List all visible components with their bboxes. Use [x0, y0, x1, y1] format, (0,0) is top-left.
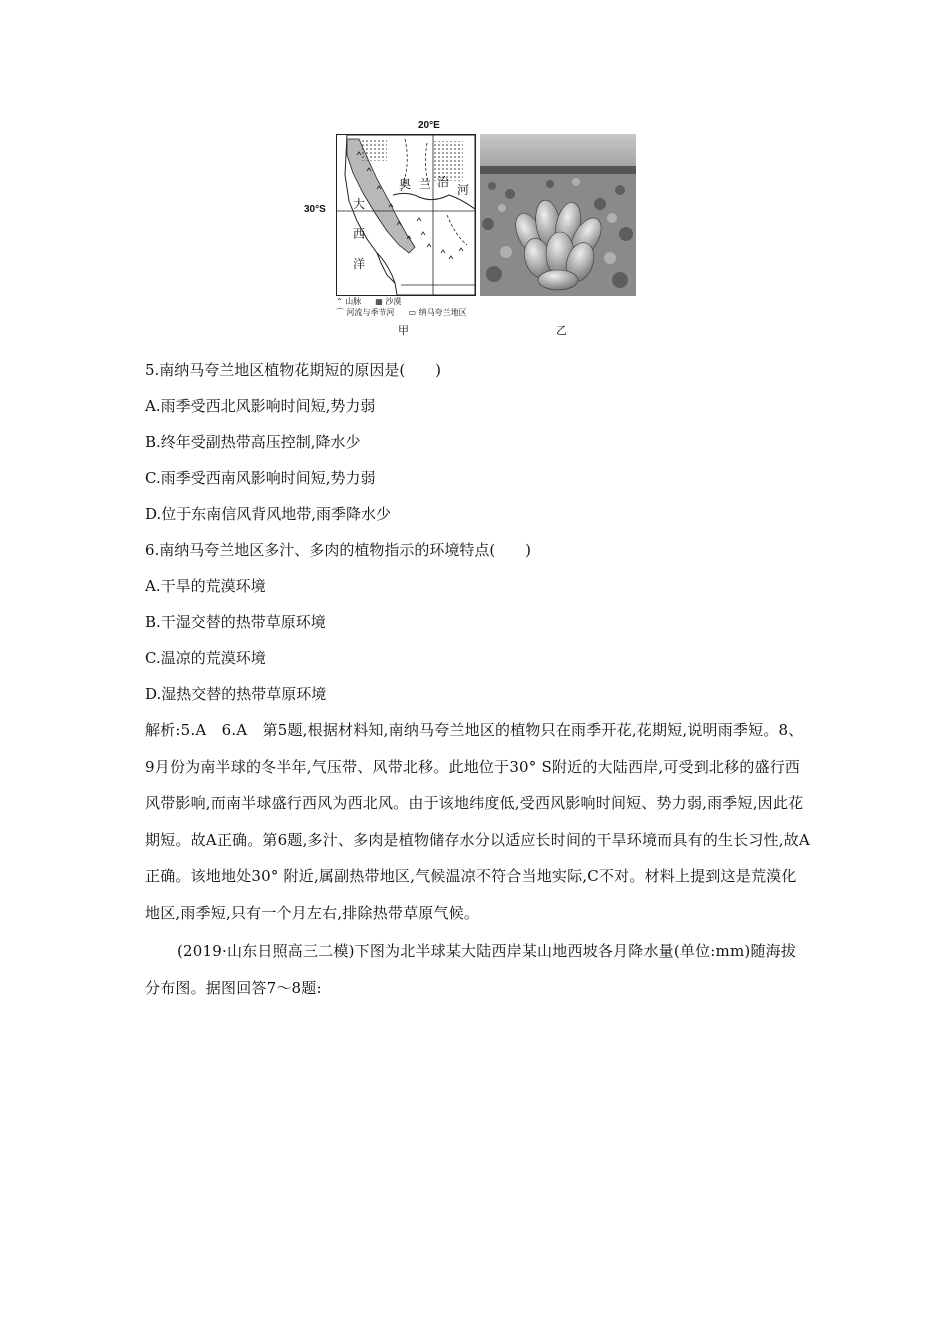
- photo-caption: 乙: [556, 324, 567, 337]
- question-6-option-d: D.湿热交替的热带草原环境: [145, 685, 327, 703]
- ocean-char-2: 西: [353, 227, 366, 241]
- analysis-paragraph: 解析:5.A 6.A 第5题,根据材料知,南纳马夸兰地区的植物只在雨季开花,花期短,说明雨季短。8、9月份为南半球的冬半年,气压带、风带北移。此地位于30° S附近的大陆西岸,可受到北移的盛行西风带影响,而南半球盛行西风为西北风。由于该地纬度低,受西风影响时间短、势力弱,雨季短,因此花期短。故A正确。第6题,多汁、多肉是植物储存水分以适应长时间的干旱环境而具有的生长习性,故A正确。该地地处30° 附近,属副热带地区,气候温凉不符合当地实际,C不对。材料上提到这是荒漠化地区,雨季短,只有一个月左右,排除热带草原气候。: [145, 721, 810, 922]
- legend-river: ⌒ 河流与季节河: [336, 308, 395, 317]
- river-char-2: 兰: [419, 177, 432, 191]
- question-5-stem: 5.南纳马夸兰地区植物花期短的原因是( ): [145, 361, 442, 379]
- map-legend: [336, 296, 486, 318]
- river-char-3: 治: [437, 175, 450, 189]
- intro-paragraph: (2019·山东日照高三二模)下图为北半球某大陆西岸某山地西坡各月降水量(单位:mm)随海拔分布图。据图回答7～8题:: [145, 942, 797, 997]
- question-6-option-c: C.温凉的荒漠环境: [145, 649, 266, 667]
- question-5-option-d: D.位于东南信风背风地带,雨季降水少: [145, 505, 392, 523]
- river-char-4: 河: [457, 183, 470, 197]
- question-5-option-b: B.终年受副热带高压控制,降水少: [145, 433, 361, 451]
- map-figure: [336, 134, 476, 296]
- question-6-stem: 6.南纳马夸兰地区多汁、多肉的植物指示的环境特点( ): [145, 541, 532, 559]
- figure-row: [306, 118, 646, 340]
- legend-mountain: ⌃ 山脉: [336, 297, 362, 306]
- question-5-option-a: A.雨季受西北风影响时间短,势力弱: [145, 397, 376, 415]
- ocean-char-3: 洋: [353, 257, 366, 271]
- legend-desert: ▦ 沙漠: [375, 297, 402, 306]
- question-block: [145, 352, 810, 1006]
- legend-region: ▭ 纳马夸兰地区: [408, 308, 467, 317]
- river-char-1: 奥: [399, 177, 412, 191]
- map-caption: 甲: [398, 324, 409, 337]
- ocean-char-1: 大: [353, 197, 366, 211]
- question-6-option-b: B.干湿交替的热带草原环境: [145, 613, 326, 631]
- longitude-label: 20°E: [418, 120, 440, 131]
- succulent-photo: [480, 134, 636, 296]
- question-5-option-c: C.雨季受西南风影响时间短,势力弱: [145, 469, 376, 487]
- latitude-label: 30°S: [304, 204, 326, 215]
- question-6-option-a: A.干旱的荒漠环境: [145, 577, 266, 595]
